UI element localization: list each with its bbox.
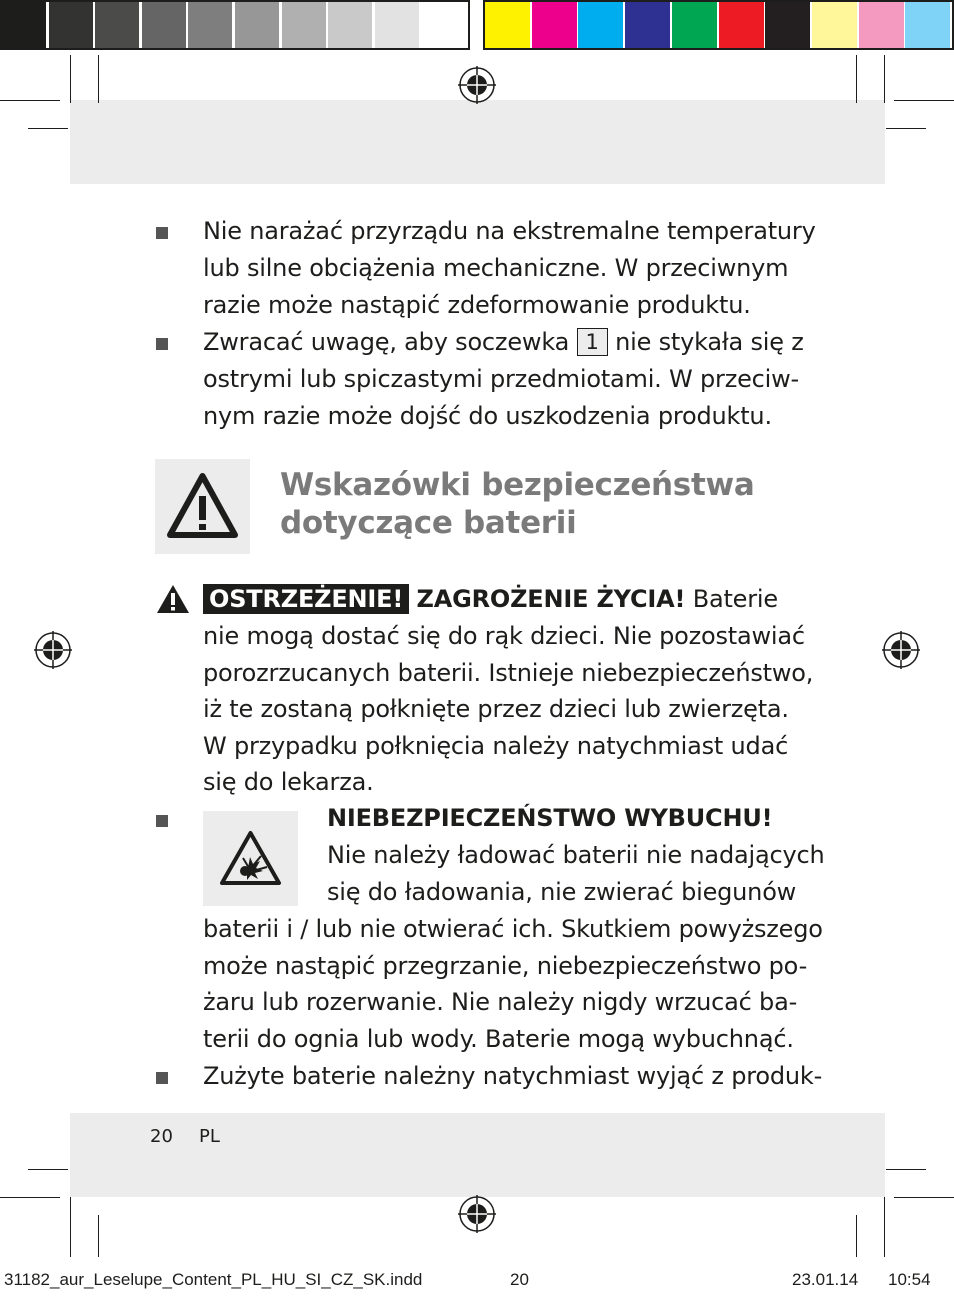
warning-line: może nastąpić przegrzanie, niebezpieczeństwo po-	[203, 952, 808, 980]
bullet-icon	[156, 338, 168, 350]
registration-mark-icon	[882, 631, 920, 669]
list-item-text: Zwracać uwagę, aby soczewka	[203, 328, 570, 356]
warning-first-line	[203, 581, 778, 618]
list-item-line	[203, 324, 804, 361]
list-item-line: ostrymi lub spiczastymi przedmiotami. W przeciw-	[203, 365, 800, 393]
warning-triangle-icon	[155, 459, 250, 554]
slug-time: 10:54	[888, 1270, 931, 1289]
warning-line: nie mogą dostać się do rąk dzieci. Nie pozostawiać	[203, 622, 805, 650]
language-code: PL	[199, 1126, 220, 1147]
gray-swatch	[188, 2, 232, 48]
list-item-line: Zużyte baterie należny natychmiast wyjąć z produk-	[203, 1062, 823, 1090]
slug-page: 20	[510, 1270, 529, 1289]
warning-triangle-box	[155, 459, 250, 554]
bullet-icon	[156, 227, 168, 239]
color-swatch	[812, 2, 857, 48]
bullet-icon	[156, 1072, 168, 1084]
warning-title: NIEBEZPIECZEŃSTWO WYBUCHU!	[327, 804, 773, 832]
section-title: Wskazówki bezpieczeństwa	[280, 467, 755, 503]
gray-swatch	[282, 2, 326, 48]
color-swatch	[532, 2, 577, 48]
gray-swatch	[328, 2, 372, 48]
color-swatch	[485, 2, 530, 48]
warning-line: Nie należy ładować baterii nie nadających	[327, 841, 825, 869]
warning-small-icon	[156, 584, 190, 614]
explosion-hazard-icon	[203, 811, 298, 906]
list-item-line: nym razie może dojść do uszkodzenia produktu.	[203, 402, 772, 430]
warning-title: ZAGROŻENIE ŻYCIA!	[416, 585, 686, 613]
section-title: dotyczące baterii	[280, 505, 577, 541]
gray-swatch	[49, 2, 93, 48]
list-item-text: nie stykała się z	[615, 328, 804, 356]
gray-swatch	[2, 2, 46, 48]
warning-line: W przypadku połknięcia należy natychmiast udać	[203, 732, 789, 760]
color-swatch	[672, 2, 717, 48]
explosion-icon-box	[203, 811, 298, 906]
slug-filename: 31182_aur_Leselupe_Content_PL_HU_SI_CZ_SK.indd	[4, 1270, 423, 1289]
warning-line: się do lekarza.	[203, 768, 374, 796]
warning-line: baterii i / lub nie otwierać ich. Skutkiem powyższego	[203, 915, 823, 943]
page-number: 20	[150, 1126, 173, 1147]
gray-swatch	[142, 2, 186, 48]
slug-date: 23.01.14	[792, 1270, 859, 1289]
warning-line: się do ładowania, nie zwierać biegunów	[327, 878, 797, 906]
header-band	[70, 100, 885, 184]
color-swatch	[765, 2, 810, 48]
color-swatch	[625, 2, 670, 48]
color-swatch	[719, 2, 764, 48]
warning-label: OSTRZEŻENIE!	[203, 584, 409, 614]
bullet-icon	[156, 815, 168, 827]
footer-band	[70, 1113, 885, 1197]
warning-line: żaru lub rozerwanie. Nie należy nigdy wrzucać ba-	[203, 988, 798, 1016]
part-reference-badge: 1	[577, 328, 608, 356]
list-item-line: Nie narażać przyrządu na ekstremalne temperatury	[203, 217, 816, 245]
warning-line: terii do ognia lub wody. Baterie mogą wybuchnąć.	[203, 1025, 794, 1053]
list-item-line: razie może nastąpić zdeformowanie produktu.	[203, 291, 751, 319]
registration-mark-icon	[34, 631, 72, 669]
color-swatch	[859, 2, 904, 48]
warning-line: porozrzucanych baterii. Istnieje niebezpieczeństwo,	[203, 659, 814, 687]
color-swatch	[578, 2, 623, 48]
warning-text: Baterie	[692, 585, 778, 613]
gray-swatch	[235, 2, 279, 48]
registration-mark-icon	[458, 1195, 496, 1233]
color-swatch	[905, 2, 950, 48]
list-item-line: lub silne obciążenia mechaniczne. W przeciwnym	[203, 254, 789, 282]
gray-swatch	[95, 2, 139, 48]
gray-swatch	[421, 2, 465, 48]
gray-swatch	[375, 2, 419, 48]
registration-mark-icon	[458, 66, 496, 104]
warning-line: iż te zostaną połknięte przez dzieci lub zwierzęta.	[203, 695, 789, 723]
